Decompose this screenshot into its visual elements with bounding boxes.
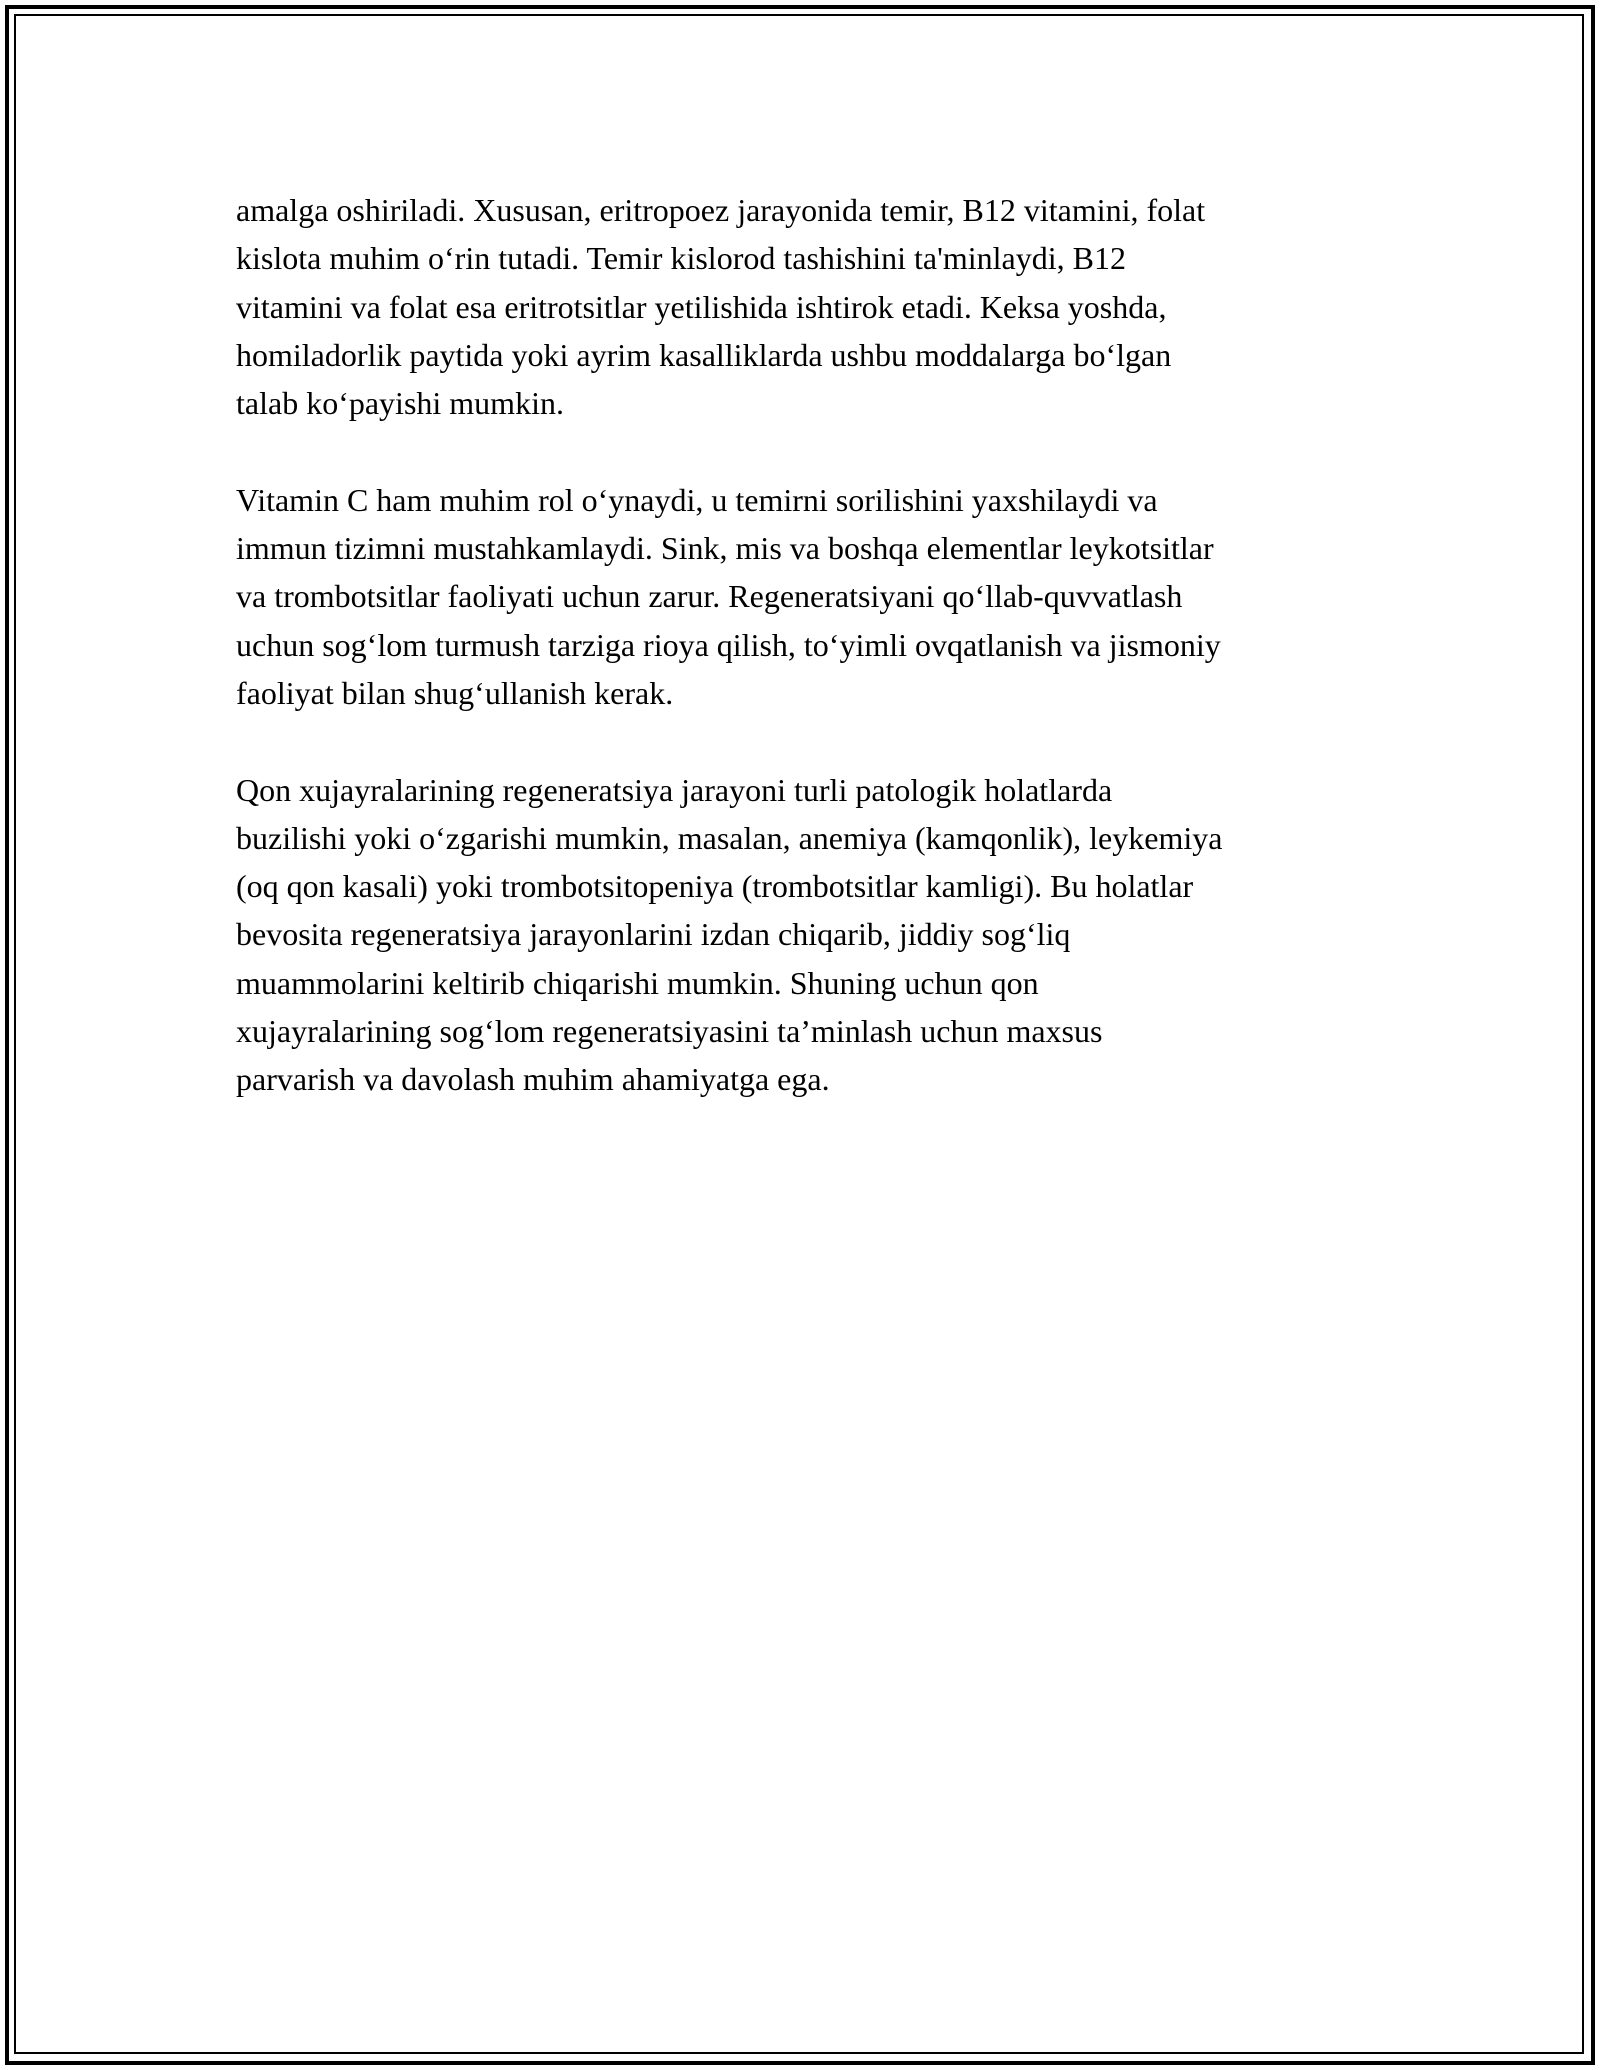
text-line: amalga oshiriladi. Xususan, eritropoez jarayonida temir, B12 vitamini, folat [236, 192, 1206, 228]
text-line: muammolarini keltirib chiqarishi mumkin. Shuning uchun qon [236, 964, 1039, 1001]
text-line: homiladorlik paytida yoki ayrim kasalliklarda ushbu moddalarga bo‘lgan [236, 336, 1172, 373]
text-line: parvarish va davolash muhim ahamiyatga ega. [236, 1061, 830, 1098]
paragraph-2 [236, 476, 1376, 717]
text-line: (oq qon kasali) yoki trombotsitopeniya (trombotsitlar kamligi). Bu holatlar [236, 868, 1194, 905]
text-line: uchun sog‘lom turmush tarziga rioya qilish, to‘yimli ovqatlanish va jismoniy [236, 626, 1221, 663]
text-line: buzilishi yoki o‘zgarishi mumkin, masalan, anemiya (kamqonlik), leykemiya [236, 819, 1223, 856]
text-line: bevosita regeneratsiya jarayonlarini izdan chiqarib, jiddiy sog‘liq [236, 916, 1071, 953]
text-line: kislota muhim o‘rin tutadi. Temir kislorod tashishini ta'minlaydi, B12 [236, 240, 1126, 277]
text-line: Qon xujayralarining regeneratsiya jarayoni turli patologik holatlarda [236, 771, 1113, 808]
paragraph-1 [236, 186, 1376, 427]
text-line: vitamini va folat esa eritrotsitlar yetilishida ishtirok etadi. Keksa yoshda, [236, 288, 1167, 325]
text-line: talab ko‘payishi mumkin. [236, 385, 564, 422]
text-line: faoliyat bilan shug‘ullanish kerak. [236, 674, 674, 711]
text-line: xujayralarining sog‘lom regeneratsiyasini ta’minlash uchun maxsus [236, 1013, 1103, 1050]
text-line: va trombotsitlar faoliyati uchun zarur. Regeneratsiyani qo‘llab-quvvatlash [236, 578, 1183, 615]
text-line: Vitamin C ham muhim rol o‘ynaydi, u temirni sorilishini yaxshilaydi va [236, 481, 1158, 518]
document-body [236, 186, 1376, 1152]
paragraph-3 [236, 766, 1376, 1104]
text-line: immun tizimni mustahkamlaydi. Sink, mis va boshqa elementlar leykotsitlar [236, 530, 1214, 567]
